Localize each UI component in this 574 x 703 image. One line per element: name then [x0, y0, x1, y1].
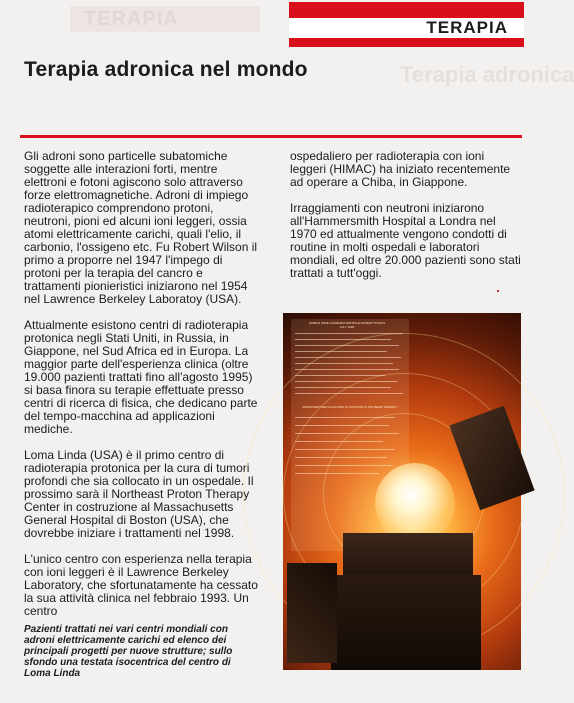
gantry-photo: [283, 313, 521, 670]
title-rule: [20, 135, 522, 138]
isocenter-glow: [375, 463, 455, 543]
table-line: [295, 351, 387, 352]
paragraph: Gli adroni sono particelle subatomiche soggette alle interazioni forti, mentre elettroni e fotoni agiscono solo attraverso forze elettromagnetiche. Adroni di impiego radioterapico comprendono protoni, neutroni, pioni ed alcuni ioni leggeri, ossia atomi elettricamente carichi, quali l'elio, il carbonio, l'ossigeno etc. Fu Robert Wilson il primo a proporre nel 1947 l'impego di protoni per la terapia del cancro e trattamenti pionieristici iniziarono nel 1954 nel Lawrence Berkeley Laboratoy (USA).: [24, 149, 258, 306]
table-line: [295, 387, 391, 388]
section-tab-top-stripe: [289, 2, 524, 18]
table-line: [295, 457, 387, 458]
patient-table-date: JULY 1995: [339, 325, 355, 329]
table-line: [295, 333, 403, 334]
section-tab: [289, 2, 524, 54]
patient-table-title: [291, 321, 403, 329]
table-line: [295, 339, 391, 340]
table-line: [295, 363, 393, 364]
section-tab-label: TERAPIA: [289, 18, 524, 38]
print-speck: [497, 290, 499, 292]
page-title: Terapia adronica nel mondo: [24, 58, 308, 81]
section-tab-bottom-stripe: [289, 38, 524, 47]
article-right-column: [290, 150, 522, 293]
article-left-column: [24, 150, 260, 631]
proposed-facilities-heading: PROPOSED NEW FACILITIES for PROTONS & ION BEAM THERAPY: [302, 405, 398, 409]
paragraph: Loma Linda (USA) è il primo centro di radioterapia protonica per la cura di tumori profondi che sia collocato in un ospedale. Il prossimo sarà il Northeast Proton Therapy Center in costruzione al Massachusetts General Hospital di Boston (USA), che dovrebbe iniziare i trattamenti nel 1998.: [24, 448, 254, 540]
table-line: [295, 357, 401, 358]
table-line: [295, 433, 399, 434]
patient-table-heading: WORLD WIDE CHARGED PARTICLE PATIENT TOTALS: [308, 321, 386, 325]
table-line: [295, 449, 395, 450]
gantry-side-arm: [287, 563, 337, 663]
photo-caption: Pazienti trattati nei vari centri mondiali con adroni elettricamente carichi ed elenco dei principali progetti per nuove strutture; sullo sfondo una testata isocentrica del centro di Loma Linda: [24, 624, 233, 679]
table-line: [295, 381, 397, 382]
table-line: [295, 345, 399, 346]
table-line: [295, 425, 389, 426]
paragraph: Irraggiamenti con neutroni iniziarono all'Hammersmith Hospital a Londra nel 1970 ed attualmente vengono condotti di routine in molti ospedali e laboratori mondiali, ed oltre 20.000 pazienti sono stati trattati a tutt'oggi.: [290, 201, 521, 280]
table-line: [295, 369, 399, 370]
table-line: [295, 473, 379, 474]
paragraph: L'unico centro con esperienza nella terapia con ioni leggeri è il Lawrence Berkeley Laboratory, che sfortunatamente ha cessato la sua attività clinica nel febbraio 1993. Un centro: [24, 552, 258, 618]
bleed-through-section-label: TERAPIA: [70, 6, 260, 32]
paragraph: Attualmente esistono centri di radioterapia protonica negli Stati Uniti, in Russia, in Giappone, nel Sud Africa ed in Europa. La maggior parte dell'esperienza clinica (oltre 19.000 pazienti trattati fino all'agosto 1995) si basa finora su terapie effettuate presso centri di ricerca di fisica, che dedicano parte del tempo-macchina ad applicazioni mediche.: [24, 318, 258, 436]
table-line: [295, 393, 403, 394]
table-line: [295, 465, 393, 466]
table-line: [295, 441, 383, 442]
table-line: [295, 375, 385, 376]
gantry-base: [331, 575, 481, 670]
paragraph: ospedaliero per radioterapia con ioni leggeri (HIMAC) ha iniziato recentemente ad operare a Chiba, in Giappone.: [290, 149, 511, 189]
bleed-through-title: Terapia adronica: [400, 62, 574, 87]
table-line: [295, 417, 395, 418]
